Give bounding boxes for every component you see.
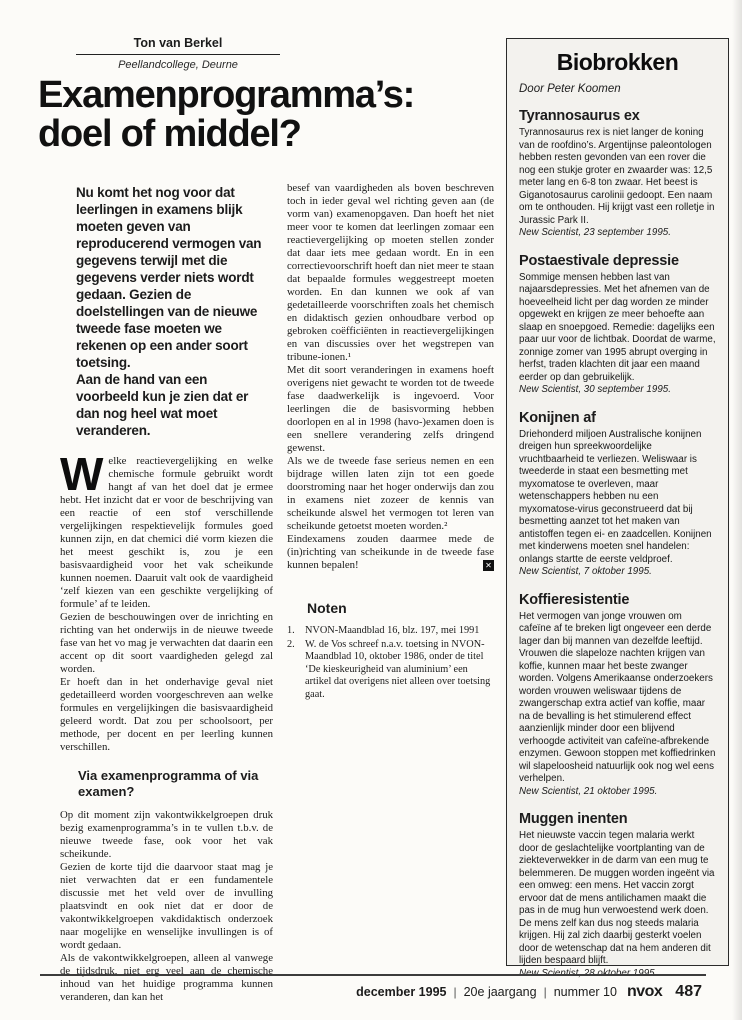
body-paragraph: Er hoeft dan in het onderhavige geval niet gedetailleerd worden voorgeschreven aan welke formules en vergelijkingen die basisvaardigheid geleerd wordt. Dat zou per schoolsoort, per methode, per docent en per leerling kunnen verschillen. (60, 676, 273, 753)
body-paragraph-text: elke reactievergelijking en welke chemische formule gebruikt wordt hangt af van het doel dat je ermee hebt. Het inzicht dat er voor de beschrijving van een reactie of een stof verschillende vergelijkingen respektievelijk formules goed kunnen zijn, en dat chemici dié vorm kiezen die het meest geschikt is, zou je een basisvaardigheid voor het vak scheikunde kunnen noemen. Daaruit valt ook de vaardigheid ‘zelf kiezen van een geschikte vergelijking of formule’ af te leiden. (60, 455, 273, 610)
body-paragraph-text: Eindexamens zouden daarmee mede de (in)richting van scheikunde in de tweede fase kunnen bepalen! (287, 533, 494, 571)
article-intro (60, 184, 273, 439)
sidebar-item-body: Sommige mensen hebben last van najaarsdepressies. Met het afnemen van de hoeveelheid licht per dag worden ze minder opgewekt en krijgen ze meer behoefte aan slaap en snoepgoed. Remedie: dagelijks een paar uur voor de lichtbak. Doordat de warme, zonnige zomer van 1995 abrupt overging in herfst, traden klachten dit jaar een maand eerder op dan gebruikelijk. (519, 271, 716, 383)
body-paragraph: Op dit moment zijn vakontwikkelgroepen druk bezig examenprogramma’s in te vullen t.b.v. de nieuwe tweede fase, ook voor het vak scheikunde. (60, 808, 273, 860)
sidebar-item (519, 410, 716, 579)
sidebar-byline: Door Peter Koomen (519, 83, 621, 95)
article-title-line1: Examenprogramma’s: (38, 74, 415, 116)
article-body-left (60, 448, 273, 1004)
note-item (287, 625, 494, 638)
body-paragraph: Gezien de korte tijd die daarvoor staat mag je niet verwachten dat er een fundamentele discussie met het veld over de invulling plaatsvindt en ook niet dat er door de vakontwikkelgroepen vakdidaktisch onderzoek naar mogelijke en wenselijke invullingen is of wordt gedaan. (60, 860, 273, 951)
sidebar-item-body: Het vermogen van jonge vrouwen om cafeïne af te breken ligt ongeveer een derde lager dan bij mannen van dezelfde leeftijd. Vrouwen die slapeloze nachten krijgen van koffie, kunnen maar het beste zwanger worden. Volgens Amerikaanse onderzoekers worden vrouwen weliswaar tijdens de zwangerschap extra actief van koffie, maar na de bevalling is het stimulerend effect aanzienlijk minder door een blijvend verhoogde activiteit van cafeïne-afbrekende enzymen. Gewoon stoppen met koffiedrinken wil slapeloosheid natuurlijk ook nog wel eens verhelpen. (519, 610, 716, 784)
footer-volume: 20e jaargang (463, 985, 537, 999)
sidebar-item (519, 592, 716, 799)
note-number: 2. (287, 638, 295, 650)
article-title (38, 76, 414, 154)
sidebar-item-body: Het nieuwste vaccin tegen malaria werkt door de geslachtelijke voortplanting van de ziekteverwekker in de darm van een mug te belemmeren. De muggen worden ingeënt via een omweg: een mens. Het vaccin zorgt ervoor dat de mens antilichamen maakt die pas in de mug hun verwoestend werk doen. De mens zelf kan dus nog steeds malaria krijgen. Hij zal zich daarbij gesterkt voelen door de wetenschap dat na hem anderen dit lijden bespaard blijft. (519, 830, 715, 966)
sidebar-item-source: New Scientist, 23 september 1995. (519, 227, 671, 238)
sidebar-item-body: Driehonderd miljoen Australische konijnen dreigen hun spreekwoordelijke vruchtbaarheid te verliezen. Weliswaar is tweederde in staat een besmetting met myxomatose te overleven, maar wetenschappers hebben nu een myxomatose-virus geconstrueerd dat bij besmetting aanzet tot het maken van antistoffen tegen ei- en zaadcellen. Konijnen met kinderwens moeten snel handelen: onlangs startte de eerste veldproef. (519, 428, 712, 565)
body-paragraph: Met dit soort veranderingen in examens hoeft overigens niet gewacht te worden tot de tweede fase daadwerkelijk is ingevoerd. Voor leerlingen die de basisvorming hebben doorlopen en al in 1998 (havo-)examen doen is een snellere verandering zelfs dringend gewenst. (287, 364, 494, 454)
author-name: Ton van Berkel (76, 36, 280, 55)
article-title-line2: doel of middel? (38, 112, 301, 155)
sidebar-item (519, 253, 716, 397)
scan-edge-shadow (732, 0, 742, 1020)
sidebar-item-source: New Scientist, 28 oktober 1995. (519, 967, 658, 979)
footer-rule (40, 974, 706, 976)
column-left (60, 184, 273, 1004)
body-paragraph: Als we de tweede fase serieus nemen en een bijdrage willen laten zijn tot een goede doorstroming naar het hoger onderwijs dan zou in examens niet zozeer de kennis van scheikunde alswel het vermogen tot leren van scheikunde getoetst moeten worden.² (287, 455, 494, 532)
intro-paragraph: Aan de hand van een voorbeeld kun je zien dat er dan nog heel wat moet veranderen. (76, 372, 249, 438)
section-subheading: Via examenprogramma of via examen? (78, 768, 259, 800)
sidebar-item-source: New Scientist, 30 september 1995. (519, 384, 671, 395)
footer-issue: nummer 10 (553, 985, 617, 999)
sidebar-item (519, 108, 716, 240)
sidebar-item-heading: Tyrannosaurus ex (519, 108, 640, 124)
body-paragraph: Als de vakontwikkelgroepen, alleen al vanwege de tijdsdruk, niet erg veel aan de chemische inhoud van het huidige programma kunnen veranderen, dan kan het (60, 951, 273, 1003)
sidebar-item-body: Tyrannosaurus rex is niet langer de koning van de roofdino’s. Argentijnse paleontologen hebben resten gevonden van een rover die nog een stukje groter en zwaarder was: 12,5 meter lang en 6-8 ton zwaar. Het beest is Giganotosaurus carolinii gedoopt. Een naam om te onthouden. Hij krijgt vast een rolletje in Jurassic Park II. (519, 127, 715, 226)
body-paragraph (60, 448, 273, 611)
sidebar-item-heading: Muggen inenten (519, 811, 628, 827)
sidebar-item-source: New Scientist, 21 oktober 1995. (519, 785, 658, 797)
page-number: 487 (675, 983, 702, 1000)
author-block (76, 36, 280, 71)
note-text: W. de Vos schreef n.a.v. toetsing in NVON-Maandblad 10, oktober 1986, onder de titel ‘De kieskeurigheid van aluminium’ een artikel dat overigens niet alleen over toetsing gaat. (305, 638, 491, 700)
notes-section (287, 602, 494, 702)
body-paragraph: besef van vaardigheden als boven beschreven toch in ieder geval wel richting geven aan (de vorm van) examenopgaven. Dan hoeft het niet meer voor te komen dat leerlingen zomaar een reactievergelijking op moeten stellen zonder dat daar iets mee gedaan wordt. En in een correctievoorschrift hoeft dan niet meer te staan dat bepaalde formules weggestreept moeten worden. En dan kunnen we ook af van gedetailleerde voorschriften zoals het chemisch en didaktisch gezien onhoudbare verbod op gebroken coëfficiënten in reactievergelijkingen en van discussies over het wegstrepen van tribune-ionen.¹ (287, 182, 494, 363)
sidebar-item (519, 811, 716, 980)
sidebar-item-heading: Konijnen af (519, 409, 596, 426)
page-footer (356, 983, 702, 1001)
column-middle (287, 182, 494, 703)
intro-paragraph: Nu komt het nog voor dat leerlingen in examens blijk moeten geven van reproducerend vermogen van gegevens terwijl met die gegevens verder niets wordt gedaan. Gezien de doelstellingen van de nieuwe tweede fase moeten we rekenen op een ander soort toetsing. (76, 185, 262, 370)
sidebar-item-heading: Koffieresistentie (519, 591, 630, 608)
drop-cap: W (60, 448, 104, 500)
note-item (287, 639, 494, 702)
footer-separator: | (453, 985, 457, 999)
author-affiliation: Peellandcollege, Deurne (118, 59, 238, 71)
sidebar-title: Biobrokken (556, 49, 679, 75)
sidebar-item-heading: Postaestivale depressie (519, 252, 679, 269)
footer-separator: | (543, 985, 547, 999)
sidebar-biobrokken (506, 38, 729, 979)
note-number: 1. (287, 625, 295, 636)
nvox-logo: nvox (626, 983, 663, 1000)
footer-date: december 1995 (356, 985, 447, 999)
notes-heading: Noten (307, 600, 347, 616)
end-of-article-icon: ✕ (483, 560, 494, 571)
sidebar-item-source: New Scientist, 7 oktober 1995. (519, 566, 652, 577)
body-paragraph (287, 533, 494, 572)
body-paragraph: Gezien de beschouwingen over de inrichting en richting van het onderwijs in de nieuwe tweede fase van het vo mag je verwachten dat daarin een accent op dit soort vaardigheden gelegd zal worden. (60, 611, 273, 675)
note-text: NVON-Maandblad 16, blz. 197, mei 1991 (305, 625, 480, 636)
